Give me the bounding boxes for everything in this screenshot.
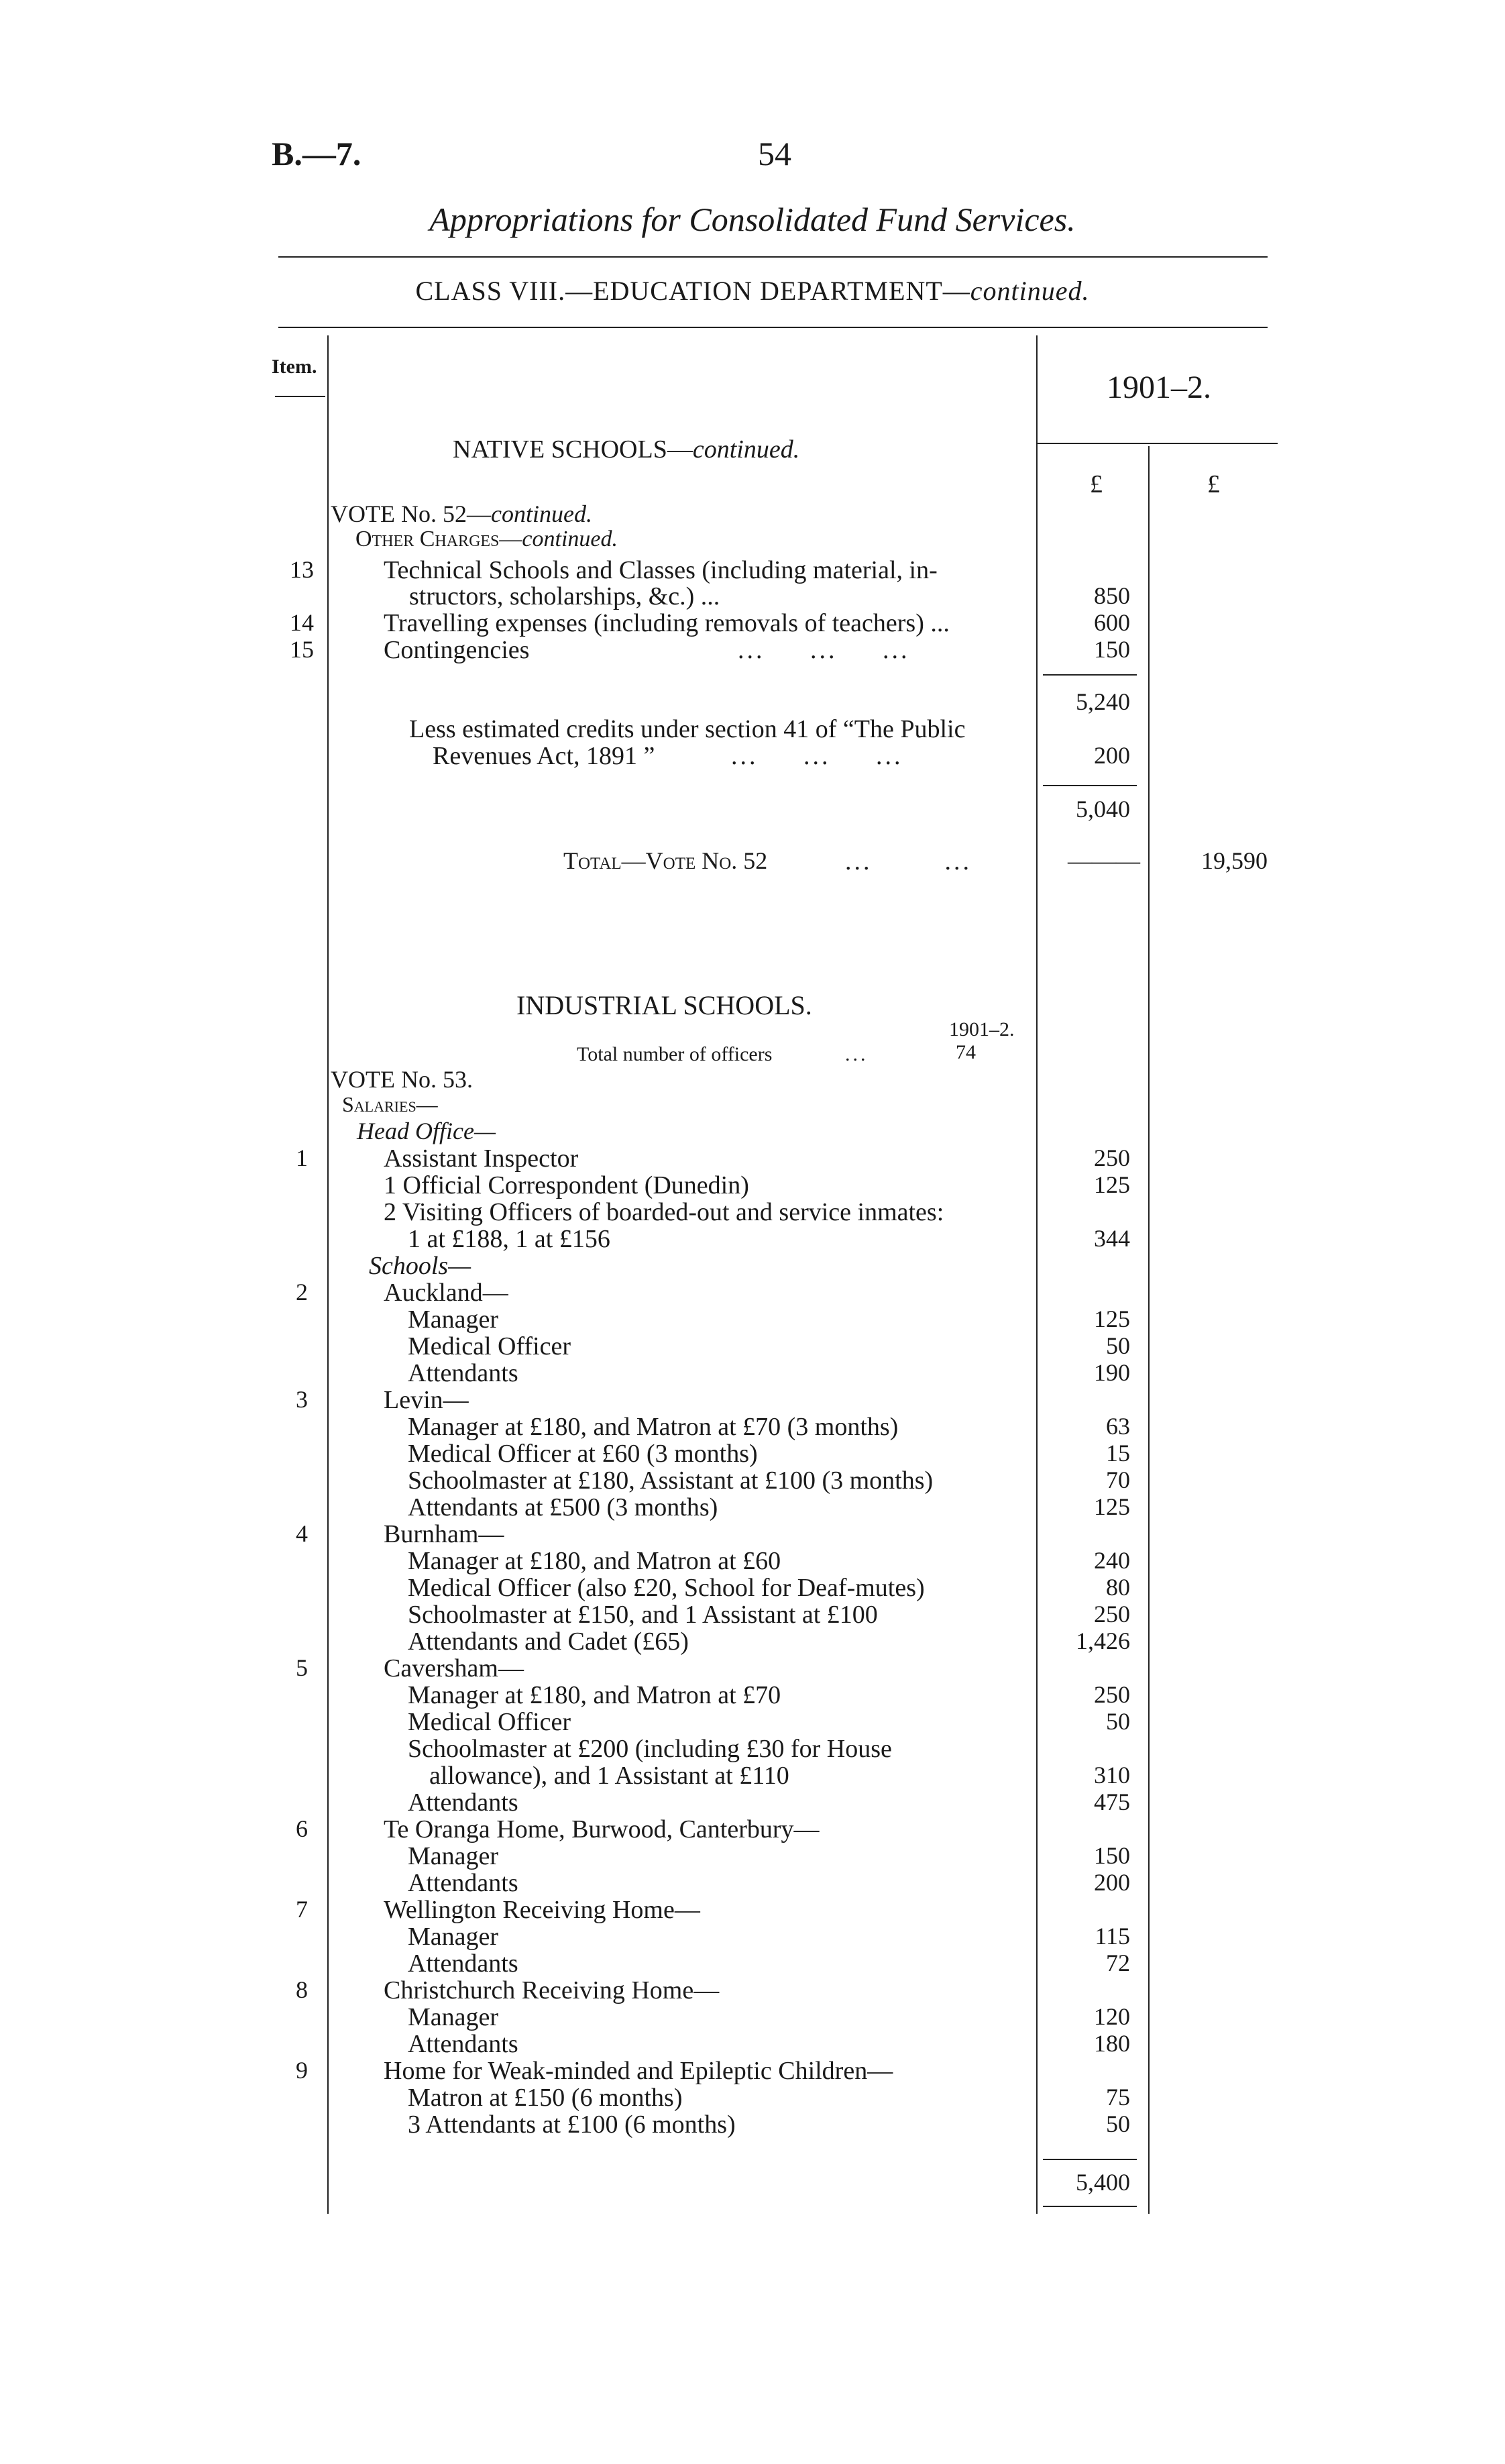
item-number: 2 [296, 1279, 308, 1305]
line-item-amount: 15 [1106, 1440, 1130, 1466]
pound-header-1: £ [1090, 470, 1103, 498]
line-item-text: Manager [408, 1923, 499, 1951]
less-credits-text: Revenues Act, 1891 ” [433, 742, 655, 770]
line-item-amount: 250 [1094, 1681, 1130, 1708]
total-dash: ——— [1068, 847, 1140, 874]
item-number: 14 [290, 609, 314, 636]
line-item-text: Caversham— [384, 1654, 524, 1682]
line-item-amount: 72 [1106, 1949, 1130, 1976]
item-column-line [327, 335, 329, 2214]
line-item-amount: 240 [1094, 1547, 1130, 1574]
line-item-text: Manager [408, 2003, 499, 2031]
line-item-amount: 63 [1106, 1413, 1130, 1440]
native-net: 5,040 [1076, 796, 1130, 822]
amount-column-line-mid [1148, 446, 1150, 2214]
item-number: 1 [296, 1144, 308, 1171]
line-item-amount: 180 [1094, 2030, 1130, 2057]
line-item-amount: 344 [1094, 1225, 1130, 1252]
line-item-text: 3 Attendants at £100 (6 months) [408, 2110, 736, 2139]
line-item-text: Auckland— [384, 1279, 508, 1307]
line-item-text: Manager at £180, and Matron at £70 (3 months) [408, 1413, 899, 1441]
industrial-total-rule [1043, 2159, 1137, 2160]
line-item-amount: 250 [1094, 1144, 1130, 1171]
line-item-text: Medical Officer at £60 (3 months) [408, 1440, 758, 1468]
subtotal-rule [1043, 674, 1137, 676]
salaries-heading: Salaries— [342, 1092, 438, 1116]
line-item-text: 1 at £188, 1 at £156 [408, 1225, 610, 1253]
line-item-text: Manager [408, 1842, 499, 1870]
leader-dots: ... ... ... [738, 636, 910, 664]
line-item-text: Medical Officer (also £20, School for Deaf-mutes) [408, 1574, 925, 1602]
line-item-text: Medical Officer [408, 1332, 571, 1360]
line-item-amount: 475 [1094, 1788, 1130, 1815]
item-number: 6 [296, 1815, 308, 1842]
line-item-text: structors, scholarships, &c.) ... [409, 582, 720, 610]
line-item-amount: 850 [1094, 582, 1130, 609]
vote-53-heading: VOTE No. 53. [331, 1066, 473, 1093]
total-vote-52-label: Total—Vote No. 52 [563, 847, 768, 874]
line-item-text: Levin— [384, 1386, 469, 1414]
line-item-text: Contingencies [384, 636, 530, 664]
line-item-amount: 150 [1094, 1842, 1130, 1869]
line-item-amount: 120 [1094, 2003, 1130, 2030]
line-item-text: allowance), and 1 Assistant at £110 [429, 1762, 789, 1790]
item-number: 4 [296, 1520, 308, 1547]
line-item-text: Matron at £150 (6 months) [408, 2084, 683, 2112]
item-number: 5 [296, 1654, 308, 1681]
line-item-amount: 125 [1094, 1171, 1130, 1198]
leader-dots: ... [845, 1043, 869, 1065]
item-number: 9 [296, 2057, 308, 2084]
leader-dots: ... ... ... [731, 742, 903, 770]
line-item-text: Travelling expenses (including removals of teachers) ... [384, 609, 950, 637]
line-item-text: Manager at £180, and Matron at £60 [408, 1547, 781, 1575]
less-credits-text: Less estimated credits under section 41 of “The Public [409, 715, 966, 743]
schools-heading: Schools— [369, 1252, 471, 1280]
line-item-amount: 150 [1094, 636, 1130, 663]
item-number: 3 [296, 1386, 308, 1413]
class-title [0, 275, 1505, 307]
line-item-amount: 250 [1094, 1601, 1130, 1627]
industrial-total: 5,400 [1076, 2169, 1130, 2196]
line-item-text: Attendants at £500 (3 months) [408, 1493, 718, 1521]
class-title-main: CLASS VIII.—EDUCATION DEPARTMENT— [415, 276, 970, 306]
line-item-text: Wellington Receiving Home— [384, 1896, 700, 1924]
line-item-amount: 80 [1106, 1574, 1130, 1601]
officers-year: 1901–2. [949, 1018, 1015, 1040]
item-number: 8 [296, 1976, 308, 2003]
industrial-schools-heading: INDUSTRIAL SCHOOLS. [516, 990, 812, 1020]
line-item-text: Medical Officer [408, 1708, 571, 1736]
total-vote-52-amount: 19,590 [1201, 847, 1268, 874]
officers-count: 74 [956, 1041, 976, 1063]
other-charges-heading: Other Charges—continued. [355, 527, 618, 551]
item-number: 15 [290, 636, 314, 663]
line-item-text: Attendants [408, 1869, 518, 1897]
title-rule [278, 256, 1268, 258]
vote-52-heading: VOTE No. 52—continued. [331, 500, 592, 527]
item-header-rule [275, 396, 325, 397]
line-item-amount: 115 [1095, 1923, 1130, 1949]
head-office-heading: Head Office— [357, 1118, 496, 1144]
less-credits-amount: 200 [1094, 742, 1130, 769]
line-item-amount: 310 [1094, 1762, 1130, 1788]
line-item-text: Schoolmaster at £150, and 1 Assistant at £100 [408, 1601, 878, 1629]
line-item-text: 2 Visiting Officers of boarded-out and service inmates: [384, 1198, 944, 1226]
item-column-header: Item. [272, 356, 317, 378]
line-item-text: Attendants [408, 1788, 518, 1817]
line-item-amount: 50 [1106, 2110, 1130, 2137]
officers-label: Total number of officers [577, 1043, 773, 1065]
page-title: Appropriations for Consolidated Fund Services. [429, 201, 1076, 238]
class-rule [278, 327, 1268, 328]
class-title-continued: continued. [970, 276, 1090, 306]
native-subtotal: 5,240 [1076, 688, 1130, 715]
line-item-text: Attendants [408, 2030, 518, 2058]
line-item-text: Home for Weak-minded and Epileptic Children— [384, 2057, 893, 2085]
line-item-text: Manager at £180, and Matron at £70 [408, 1681, 781, 1709]
line-item-text: Manager [408, 1305, 499, 1334]
pound-header-2: £ [1207, 470, 1220, 498]
line-item-amount: 125 [1094, 1305, 1130, 1332]
year-column-header: 1901–2. [1107, 370, 1211, 405]
line-item-amount: 200 [1094, 1869, 1130, 1896]
item-number: 7 [296, 1896, 308, 1923]
line-item-text: Burnham— [384, 1520, 504, 1548]
line-item-amount: 50 [1106, 1708, 1130, 1735]
item-number: 13 [290, 556, 314, 583]
year-header-rule [1036, 443, 1278, 444]
line-item-text: Christchurch Receiving Home— [384, 1976, 720, 2004]
net-rule [1043, 785, 1137, 786]
line-item-text: Assistant Inspector [384, 1144, 579, 1173]
line-item-amount: 125 [1094, 1493, 1130, 1520]
line-item-text: 1 Official Correspondent (Dunedin) [384, 1171, 749, 1199]
line-item-amount: 75 [1106, 2084, 1130, 2110]
line-item-amount: 190 [1094, 1359, 1130, 1386]
line-item-text: Te Oranga Home, Burwood, Canterbury— [384, 1815, 820, 1843]
line-item-text: Attendants [408, 1949, 518, 1978]
line-item-amount: 50 [1106, 1332, 1130, 1359]
line-item-amount: 70 [1106, 1466, 1130, 1493]
page-code: B.—7. [272, 135, 361, 172]
industrial-total-underline [1043, 2206, 1137, 2207]
line-item-text: Technical Schools and Classes (including material, in- [384, 556, 938, 584]
line-item-text: Schoolmaster at £180, Assistant at £100 (3 months) [408, 1466, 934, 1495]
line-item-text: Attendants [408, 1359, 518, 1387]
page-number: 54 [758, 135, 791, 172]
leader-dots: ... ... [845, 847, 972, 875]
line-item-amount: 600 [1094, 609, 1130, 636]
line-item-text: Attendants and Cadet (£65) [408, 1627, 689, 1656]
native-schools-heading: NATIVE SCHOOLS—continued. [453, 435, 800, 464]
line-item-amount: 1,426 [1076, 1627, 1130, 1654]
line-item-text: Schoolmaster at £200 (including £30 for House [408, 1735, 892, 1763]
